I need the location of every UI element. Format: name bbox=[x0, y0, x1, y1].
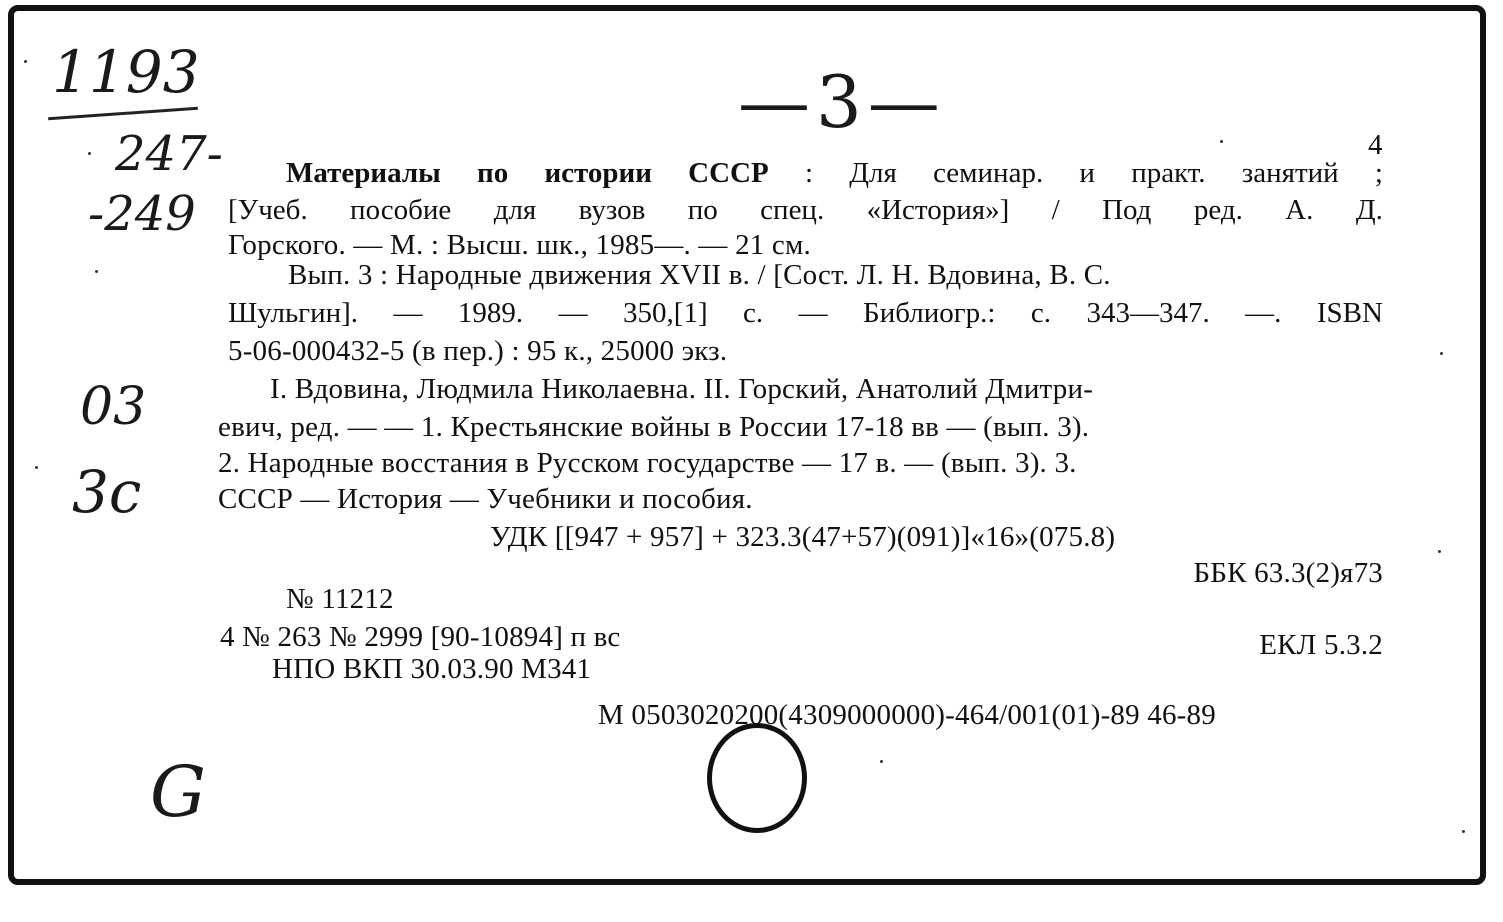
card-word: / bbox=[1051, 194, 1060, 226]
volume-note: 4 bbox=[1368, 129, 1383, 161]
card-word: ред. bbox=[1193, 194, 1243, 226]
scan-speck bbox=[24, 60, 27, 63]
issue-line bbox=[288, 258, 1383, 292]
card-word: ISBN bbox=[1316, 297, 1383, 329]
card-word: 2. Народные восстания в Русском государстве — 17 в. — (вып. 3). 3. bbox=[218, 447, 1077, 479]
issue-line bbox=[228, 296, 1383, 330]
card-word: Библиогр.: bbox=[863, 297, 996, 329]
tracing-line bbox=[218, 482, 753, 516]
card-word: Шульгин]. bbox=[228, 297, 359, 329]
card-number: № 11212 bbox=[286, 583, 394, 615]
scan-speck bbox=[88, 152, 91, 155]
card-word: Материалы bbox=[286, 157, 441, 189]
shelf-code-2: 3c bbox=[72, 458, 142, 526]
ekl-line: ЕКЛ 5.3.2 bbox=[1259, 629, 1383, 661]
card-word: 343—347. bbox=[1086, 297, 1210, 329]
bbk-line: ББК 63.3(2)я73 bbox=[1193, 557, 1383, 589]
card-word: —. bbox=[1245, 297, 1282, 329]
card-word: 350,[1] bbox=[623, 297, 708, 329]
card-word: пособие bbox=[350, 194, 452, 226]
card-word: и bbox=[1079, 157, 1095, 189]
card-word: А. bbox=[1285, 194, 1314, 226]
card-word: [Учеб. bbox=[228, 194, 308, 226]
title-line bbox=[286, 156, 1383, 190]
card-word: по bbox=[687, 194, 718, 226]
page-range-top: 247- bbox=[115, 126, 223, 182]
card-word: Под bbox=[1102, 194, 1152, 226]
card-word: СССР — История — Учебники и пособия. bbox=[218, 483, 753, 515]
scan-speck bbox=[35, 466, 38, 469]
card-word: евич, ред. — — 1. Крестьянские войны в России 17-18 вв — (вып. 3). bbox=[218, 411, 1090, 443]
scan-speck bbox=[95, 270, 98, 273]
tracing-line bbox=[270, 372, 1383, 406]
udk-line: УДК [[947 + 957] + 323.3(47+57)(091)]«16»(075.8) bbox=[490, 521, 1116, 553]
title-line bbox=[228, 193, 1383, 227]
order-line: 4 № 263 № 2999 [90-10894] п вс bbox=[220, 621, 621, 653]
card-word: — bbox=[393, 297, 423, 329]
card-word: вузов bbox=[578, 194, 646, 226]
card-word: для bbox=[493, 194, 537, 226]
scan-speck bbox=[880, 760, 883, 763]
card-word: с. bbox=[1030, 297, 1052, 329]
card-word: 1989. bbox=[457, 297, 524, 329]
scan-speck bbox=[1440, 352, 1443, 355]
scan-speck bbox=[1220, 140, 1223, 143]
card-word: истории bbox=[544, 157, 652, 189]
issue-line bbox=[228, 334, 727, 368]
shelf-code-1: 03 bbox=[80, 377, 147, 437]
card-word: практ. bbox=[1131, 157, 1206, 189]
card-word: занятий bbox=[1241, 157, 1339, 189]
scan-speck bbox=[1462, 830, 1465, 833]
card-word: Д. bbox=[1355, 194, 1383, 226]
section-mark: —3— bbox=[738, 60, 946, 144]
card-word: ; bbox=[1374, 157, 1383, 189]
npo-line: НПО ВКП 30.03.90 М341 bbox=[272, 653, 592, 685]
card-word: I. Вдовина, Людмила Николаевна. II. Горский, Анатолий Дмитри- bbox=[270, 373, 1094, 405]
card-word: Горского. — М. : Высш. шк., 1985—. — 21 см. bbox=[228, 229, 811, 261]
card-word: с. bbox=[743, 297, 764, 329]
card-word: 5-06-000432-5 (в пер.) : 95 к., 25000 экз. bbox=[228, 335, 728, 367]
tracing-line bbox=[218, 446, 1383, 480]
card-word: по bbox=[476, 157, 509, 189]
title-line bbox=[228, 228, 811, 262]
inventory-number: 1193 bbox=[52, 38, 200, 106]
stamp-circle-icon bbox=[707, 723, 807, 833]
card-word: «История»] bbox=[866, 194, 1010, 226]
card-word: СССР bbox=[688, 157, 769, 189]
scan-speck bbox=[1438, 550, 1441, 553]
card-word: — bbox=[558, 297, 588, 329]
code-line: М 0503020200(4309000000)-464/001(01)-89 46-89 bbox=[598, 699, 1216, 731]
card-word: спец. bbox=[760, 194, 825, 226]
tracing-line bbox=[218, 410, 1383, 444]
card-word: семинар. bbox=[933, 157, 1044, 189]
page-range-bottom: -249 bbox=[88, 186, 196, 242]
card-word: — bbox=[798, 297, 828, 329]
corner-mark: G bbox=[150, 751, 206, 833]
card-word: Для bbox=[849, 157, 897, 189]
card-word: : bbox=[804, 157, 814, 189]
card-word: Вып. 3 : Народные движения XVII в. / [Сост. Л. Н. Вдовина, В. С. bbox=[288, 259, 1111, 291]
